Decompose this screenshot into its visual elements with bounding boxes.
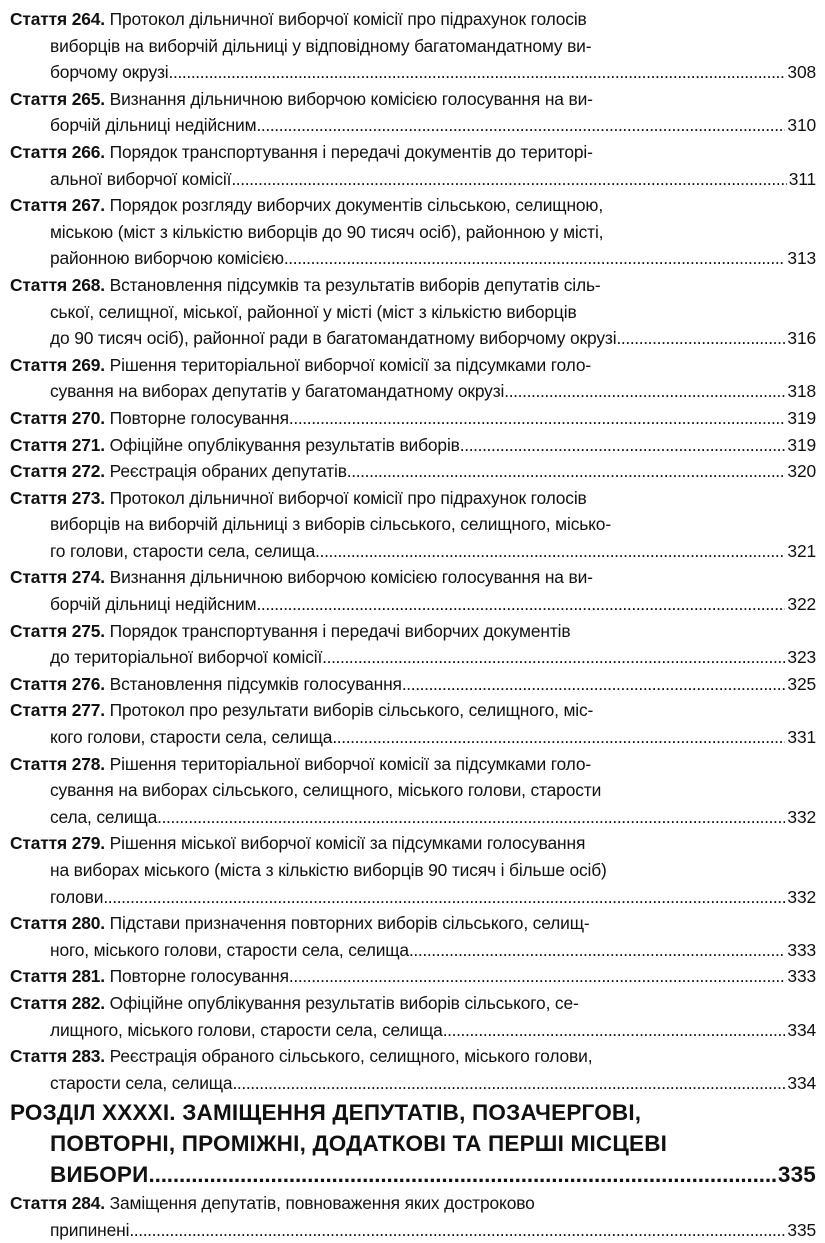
article-label: Стаття 281. bbox=[10, 966, 105, 987]
toc-entry bbox=[10, 564, 816, 617]
toc-entry-line bbox=[10, 299, 816, 326]
dot-leader bbox=[616, 325, 785, 352]
toc-entry bbox=[10, 1190, 816, 1243]
toc-entry-line bbox=[10, 751, 816, 778]
page-number: 334 bbox=[787, 1019, 816, 1040]
article-label: Стаття 279. bbox=[10, 833, 105, 854]
dot-leader bbox=[409, 937, 785, 964]
article-label: Стаття 278. bbox=[10, 753, 105, 774]
page-number: 313 bbox=[787, 248, 816, 269]
article-title-line: сування на виборах сільського, селищного, міського голови, старости bbox=[50, 780, 602, 801]
dot-leader bbox=[231, 166, 786, 193]
dot-leader bbox=[443, 1017, 786, 1044]
section-heading bbox=[10, 1098, 816, 1190]
article-title-line: Порядок транспортування і передачі виборчих документів bbox=[109, 620, 571, 641]
toc-entry-text bbox=[10, 405, 289, 432]
toc-entry-line bbox=[10, 1217, 816, 1243]
toc-entry-line bbox=[10, 1017, 816, 1044]
toc-entry-text bbox=[10, 963, 289, 990]
article-title-line: борчій дільниці недійсним bbox=[50, 115, 257, 136]
toc-entry-line bbox=[10, 432, 816, 459]
dot-leader bbox=[284, 245, 786, 272]
toc-entry-line bbox=[10, 564, 816, 591]
article-title-line: Протокол дільничної виборчої комісії про підрахунок голосів bbox=[109, 9, 587, 29]
toc-entry bbox=[10, 352, 816, 405]
article-title-line: кого голови, старости села, селища bbox=[50, 727, 333, 748]
article-label: Стаття 276. bbox=[10, 673, 105, 694]
article-title-line: Рішення територіальної виборчої комісії за підсумками голо- bbox=[109, 753, 592, 774]
article-title-line: Порядок транспортування і передачі документів до територі- bbox=[109, 141, 593, 162]
page-number: 319 bbox=[787, 407, 816, 428]
article-title-line: Визнання дільничною виборчою комісією голосування на ви- bbox=[109, 88, 593, 109]
article-title-line: го голови, старости села, селища bbox=[50, 540, 316, 561]
page-number: 323 bbox=[787, 647, 816, 668]
page-number: 335 bbox=[777, 1161, 816, 1187]
article-label: Стаття 284. bbox=[10, 1193, 105, 1214]
article-label: Стаття 266. bbox=[10, 141, 105, 162]
toc-entries-after bbox=[10, 1190, 816, 1243]
toc-entry-line bbox=[10, 33, 816, 60]
page-number: 319 bbox=[787, 434, 816, 455]
toc-entry bbox=[10, 697, 816, 750]
page-number: 321 bbox=[787, 540, 816, 561]
article-label: Стаття 282. bbox=[10, 992, 105, 1013]
page-number: 333 bbox=[787, 939, 816, 960]
article-title-line: Рішення міської виборчої комісії за підсумками голосування bbox=[109, 833, 586, 854]
toc-entry-line bbox=[10, 937, 816, 964]
toc-entry bbox=[10, 618, 816, 671]
toc-entry-line bbox=[10, 245, 816, 272]
toc-entry-text bbox=[50, 591, 256, 618]
toc-entry bbox=[10, 192, 816, 272]
page-number: 310 bbox=[787, 115, 816, 136]
article-label: Стаття 270. bbox=[10, 407, 105, 428]
article-title-line: лищного, міського голови, старости села, селища bbox=[50, 1019, 443, 1040]
toc-entry-line bbox=[10, 325, 816, 352]
toc-entry-text bbox=[50, 378, 504, 405]
toc-entry-line bbox=[10, 112, 816, 139]
dot-leader bbox=[460, 432, 786, 459]
toc-entry-line bbox=[10, 192, 816, 219]
toc-entry bbox=[10, 86, 816, 139]
article-title-line: борчому окрузі bbox=[50, 62, 169, 83]
article-label: Стаття 267. bbox=[10, 195, 105, 216]
toc-entry-line bbox=[10, 963, 816, 990]
toc-entry-line bbox=[10, 86, 816, 113]
page-number: 311 bbox=[788, 168, 816, 189]
toc-entry-line bbox=[10, 352, 816, 379]
toc-entry-line bbox=[10, 511, 816, 538]
article-title-line: припинені bbox=[50, 1219, 130, 1240]
toc-entry-line bbox=[10, 724, 816, 751]
article-title-line: ської, селищної, міської, районної у місті (міст з кількістю виборців bbox=[50, 301, 577, 322]
toc-entry-line bbox=[10, 857, 816, 884]
article-title-line: Офіційне опублікування результатів виборів bbox=[109, 434, 460, 455]
article-label: Стаття 273. bbox=[10, 487, 105, 508]
toc-entry-line bbox=[10, 777, 816, 804]
article-title-line: Заміщення депутатів, повноваження яких достроково bbox=[109, 1193, 535, 1214]
article-title-line: Протокол дільничної виборчої комісії про підрахунок голосів bbox=[109, 487, 587, 508]
article-title-line: районною виборчою комісією bbox=[50, 248, 284, 269]
dot-leader bbox=[129, 1217, 785, 1243]
toc-entry-line bbox=[10, 139, 816, 166]
dot-leader bbox=[256, 112, 785, 139]
toc-entry-line bbox=[10, 6, 816, 33]
toc-entry bbox=[10, 751, 816, 831]
toc-entry-text bbox=[10, 432, 460, 459]
dot-leader bbox=[289, 405, 786, 432]
article-title-line: сування на виборах депутатів у багатомандатному окрузі bbox=[50, 381, 505, 402]
dot-leader bbox=[322, 644, 785, 671]
dot-leader bbox=[332, 724, 785, 751]
article-title-line: виборців на виборчій дільниці з виборів сільського, селищного, місько- bbox=[50, 514, 611, 535]
dot-leader bbox=[402, 671, 786, 698]
dot-leader bbox=[232, 1070, 785, 1097]
toc-entry-text bbox=[50, 644, 322, 671]
article-label: Стаття 269. bbox=[10, 354, 105, 375]
dot-leader bbox=[504, 378, 785, 405]
article-title-line: Офіційне опублікування результатів виборів сільського, се- bbox=[109, 992, 579, 1013]
toc-entry-line bbox=[10, 697, 816, 724]
article-label: Стаття 268. bbox=[10, 274, 105, 295]
toc-entry-line bbox=[10, 538, 816, 565]
article-title-line: борчій дільниці недійсним bbox=[50, 594, 257, 615]
section-heading-line bbox=[10, 1129, 816, 1160]
page-number: 334 bbox=[787, 1072, 816, 1093]
toc-entry bbox=[10, 458, 816, 485]
toc-entry-text bbox=[50, 937, 409, 964]
toc-entry-line bbox=[10, 405, 816, 432]
toc-entry-line bbox=[10, 272, 816, 299]
toc-entry-line bbox=[10, 1043, 816, 1070]
toc-entry-line bbox=[10, 166, 816, 193]
section-title-line: ПОВТОРНІ, ПРОМІЖНІ, ДОДАТКОВІ ТА ПЕРШІ МІСЦЕВІ bbox=[50, 1130, 668, 1156]
toc-entry-line bbox=[10, 378, 816, 405]
toc-entry bbox=[10, 139, 816, 192]
dot-leader bbox=[103, 884, 785, 911]
toc-entry-text bbox=[50, 112, 256, 139]
article-label: Стаття 274. bbox=[10, 567, 105, 588]
toc-entry-line bbox=[10, 644, 816, 671]
article-title-line: старости села, селища bbox=[50, 1072, 233, 1093]
toc-entry bbox=[10, 6, 816, 86]
article-label: Стаття 275. bbox=[10, 620, 105, 641]
article-label: Стаття 280. bbox=[10, 913, 105, 934]
toc-entry-text bbox=[10, 671, 402, 698]
toc-entry-text bbox=[50, 724, 332, 751]
article-title-line: Повторне голосування bbox=[109, 407, 289, 428]
article-label: Стаття 265. bbox=[10, 88, 105, 109]
page-number: 332 bbox=[787, 886, 816, 907]
page-number: 335 bbox=[787, 1219, 816, 1240]
section-heading-line bbox=[10, 1160, 816, 1191]
page-number: 308 bbox=[787, 62, 816, 83]
article-title-line: до 90 тисяч осіб), районної ради в багатомандатному виборчому окрузі bbox=[50, 328, 617, 349]
article-title-line: Протокол про результати виборів сільського, селищного, міс- bbox=[109, 700, 594, 721]
toc-entry-text bbox=[50, 884, 103, 911]
article-label: Стаття 277. bbox=[10, 700, 105, 721]
toc-entry bbox=[10, 830, 816, 910]
article-title-line: на виборах міського (міста з кількістю виборців 90 тисяч і більше осіб) bbox=[50, 860, 607, 880]
article-title-line: села, селища bbox=[50, 806, 158, 827]
toc-entry-text bbox=[50, 325, 616, 352]
section-title-line: ВИБОРИ bbox=[50, 1161, 149, 1187]
article-label: Стаття 271. bbox=[10, 434, 105, 455]
toc-entry-text bbox=[50, 804, 157, 831]
toc-entry-line bbox=[10, 830, 816, 857]
dot-leader bbox=[256, 591, 785, 618]
article-title-line: Реєстрація обраного сільського, селищного, міського голови, bbox=[109, 1046, 593, 1067]
page-number: 320 bbox=[787, 461, 816, 482]
toc-entry bbox=[10, 671, 816, 698]
article-label: Стаття 264. bbox=[10, 9, 105, 29]
toc-entry-line bbox=[10, 485, 816, 512]
toc-entry-line bbox=[10, 910, 816, 937]
dot-leader bbox=[148, 1160, 775, 1191]
section-title-line: РОЗДІЛ XXXXI. ЗАМІЩЕННЯ ДЕПУТАТІВ, ПОЗАЧЕРГОВІ, bbox=[10, 1100, 642, 1126]
article-title-line: Реєстрація обраних депутатів bbox=[109, 461, 347, 482]
toc-entry-line bbox=[10, 458, 816, 485]
article-title-line: виборців на виборчій дільниці у відповідному багатомандатному ви- bbox=[50, 35, 592, 56]
toc-entry-text bbox=[50, 538, 315, 565]
toc-entry-text bbox=[50, 245, 284, 272]
toc-entry-text bbox=[50, 1070, 232, 1097]
article-label: Стаття 272. bbox=[10, 461, 105, 482]
article-title-line: ного, міського голови, старости села, селища bbox=[50, 939, 409, 960]
toc-entry bbox=[10, 990, 816, 1043]
toc-entry-text bbox=[50, 1017, 443, 1044]
toc-entries bbox=[10, 6, 816, 1096]
toc-entry-text bbox=[50, 59, 169, 86]
article-title-line: Підстави призначення повторних виборів сільського, селищ- bbox=[109, 913, 590, 934]
toc-entry bbox=[10, 910, 816, 963]
article-title-line: Повторне голосування bbox=[109, 966, 289, 987]
toc-entry-text bbox=[10, 458, 347, 485]
toc-entry bbox=[10, 272, 816, 352]
toc-entry-line bbox=[10, 884, 816, 911]
page-number: 322 bbox=[787, 594, 816, 615]
page-number: 318 bbox=[787, 381, 816, 402]
toc-entry-line bbox=[10, 1190, 816, 1217]
dot-leader bbox=[157, 804, 785, 831]
dot-leader bbox=[289, 963, 786, 990]
article-title-line: Встановлення підсумків голосування bbox=[109, 673, 402, 694]
article-title-line: Встановлення підсумків та результатів виборів депутатів сіль- bbox=[109, 274, 601, 295]
toc-entry-line bbox=[10, 671, 816, 698]
toc-entry-line bbox=[10, 990, 816, 1017]
article-title-line: Визнання дільничною виборчою комісією голосування на ви- bbox=[109, 567, 593, 588]
article-title-line: до територіальної виборчої комісії bbox=[50, 647, 323, 668]
toc-entry-line bbox=[10, 804, 816, 831]
toc-entry-line bbox=[10, 591, 816, 618]
toc-entry-line bbox=[10, 219, 816, 246]
article-title-line: міською (міст з кількістю виборців до 90 тисяч осіб), районною у місті, bbox=[50, 221, 604, 242]
dot-leader bbox=[315, 538, 785, 565]
toc-entry-line bbox=[10, 1070, 816, 1097]
page-number: 332 bbox=[787, 806, 816, 827]
article-label: Стаття 283. bbox=[10, 1046, 105, 1067]
article-title-line: альної виборчої комісії bbox=[50, 168, 232, 189]
page-number: 316 bbox=[787, 328, 816, 349]
article-title-line: Порядок розгляду виборчих документів сільською, селищною, bbox=[109, 195, 603, 216]
toc-entry-line bbox=[10, 618, 816, 645]
toc-entry bbox=[10, 432, 816, 459]
section-heading-line bbox=[10, 1098, 816, 1129]
toc-entry-text bbox=[50, 1217, 129, 1243]
page-number: 333 bbox=[787, 966, 816, 987]
article-title-line: Рішення територіальної виборчої комісії за підсумками голо- bbox=[109, 354, 592, 375]
dot-leader bbox=[169, 59, 786, 86]
toc-entry bbox=[10, 963, 816, 990]
toc-entry-line bbox=[10, 59, 816, 86]
toc-entry bbox=[10, 405, 816, 432]
page-number: 325 bbox=[787, 673, 816, 694]
page-number: 331 bbox=[787, 727, 816, 748]
toc-entry bbox=[10, 485, 816, 565]
article-title-line: голови bbox=[50, 886, 104, 907]
table-of-contents bbox=[10, 6, 816, 1243]
toc-entry-text bbox=[50, 166, 231, 193]
toc-entry bbox=[10, 1043, 816, 1096]
dot-leader bbox=[347, 458, 786, 485]
